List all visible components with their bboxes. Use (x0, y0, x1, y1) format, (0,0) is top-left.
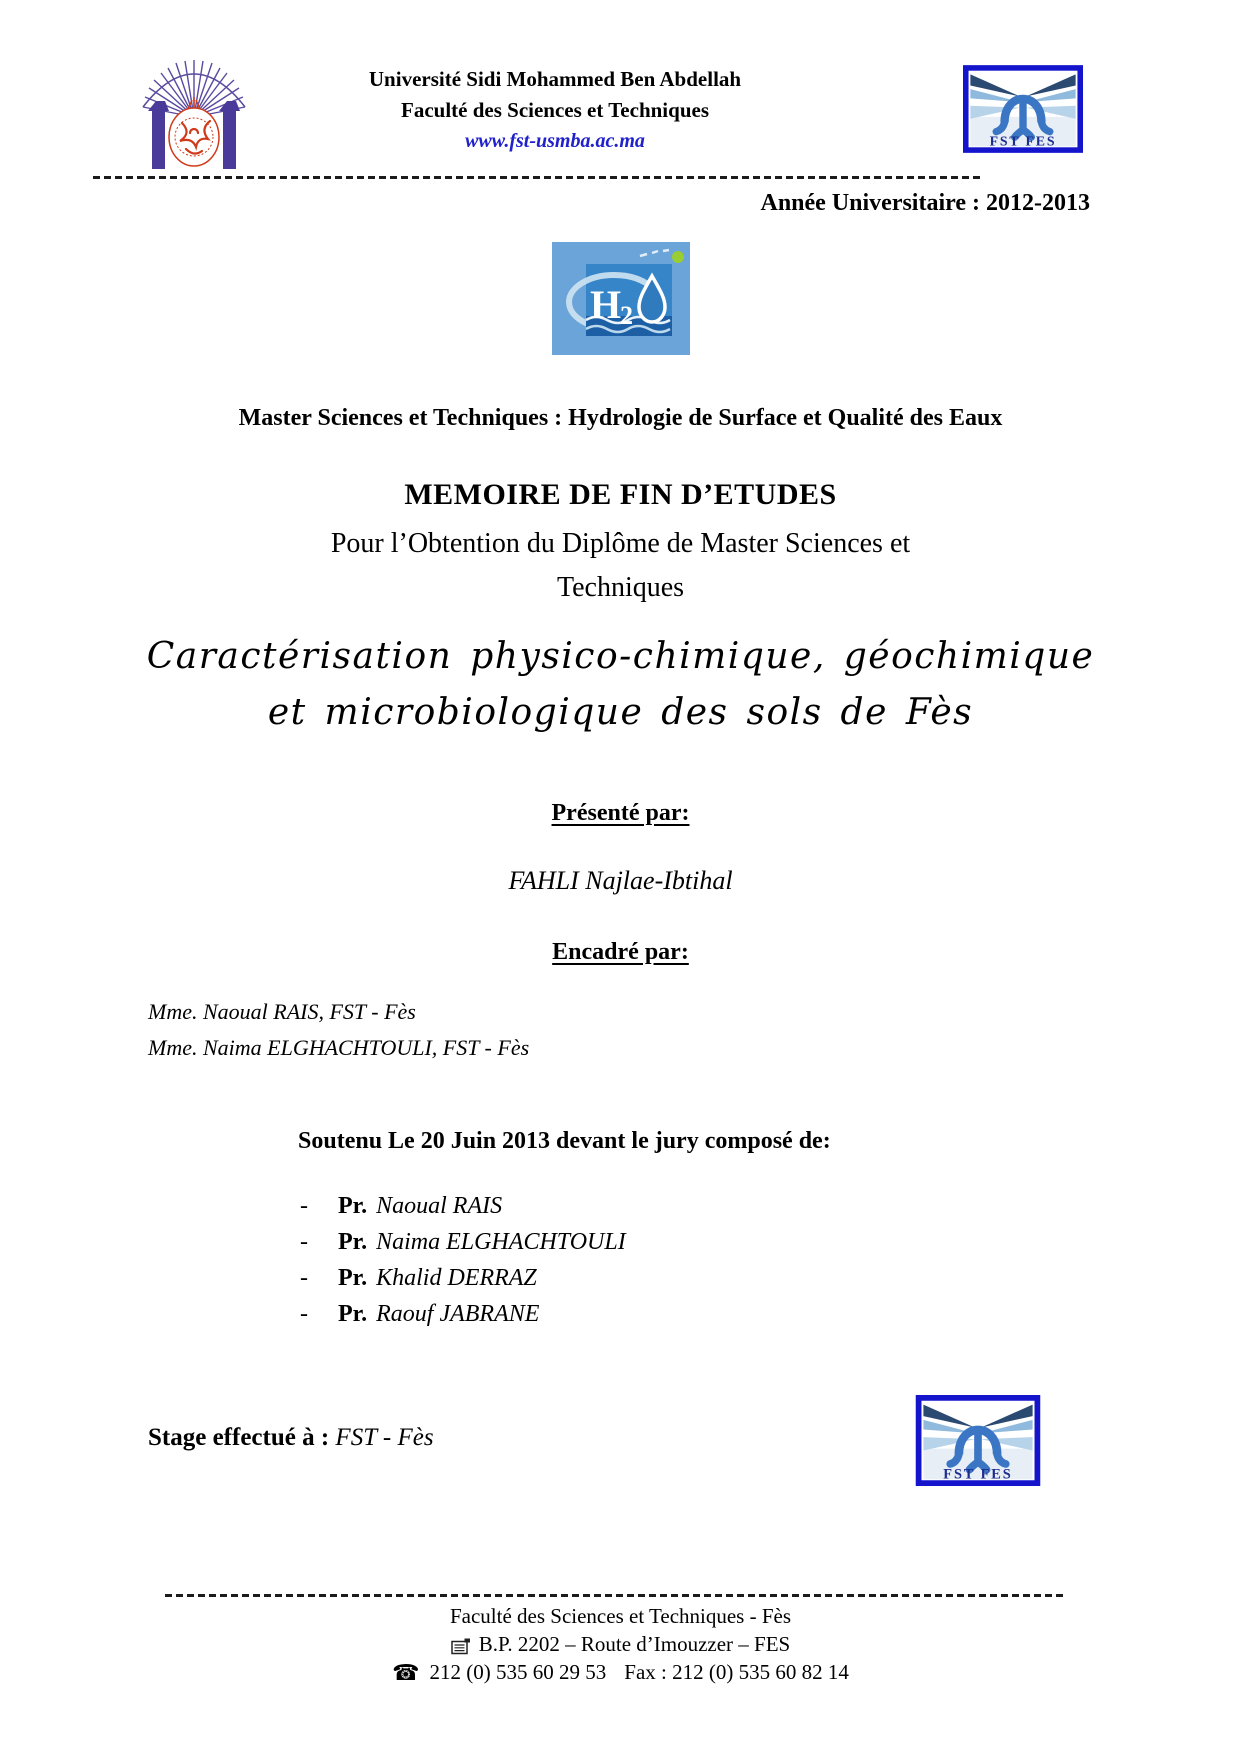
internship-line (148, 1424, 434, 1452)
presented-by-section (0, 800, 1241, 827)
footer-phone: 212 (0) 535 60 29 53 (429, 1660, 607, 1684)
jury-bullet: - (300, 1265, 308, 1291)
emblem-calligraphy-ring (169, 108, 219, 166)
jury-member (300, 1224, 626, 1260)
internship-label: Stage effectué à : (148, 1424, 330, 1451)
thesis-title-line1: Caractérisation physico-chimique, géochimique (146, 636, 1095, 677)
supervised-by-label: Encadré par: (552, 939, 689, 965)
top-dashed-divider (93, 176, 982, 179)
h2o-text-h: H (590, 282, 622, 327)
thesis-title-line2: et microbiologique des sols de Fès (267, 692, 974, 733)
fst-fes-logo-top (963, 60, 1083, 158)
jury-bullet: - (300, 1229, 308, 1255)
footer (0, 1602, 1241, 1686)
jury-member-title: Pr. (338, 1265, 368, 1291)
jury-list (300, 1188, 626, 1332)
jury-member-name: Raouf JABRANE (376, 1301, 540, 1327)
jury-member-title: Pr. (338, 1193, 368, 1219)
h2o-logo (552, 242, 690, 355)
h2o-text-sub2: 2 (620, 301, 633, 330)
jury-member (300, 1188, 626, 1224)
fst-logo-text: FST FES (989, 133, 1057, 149)
academic-year: Année Universitaire : 2012-2013 (760, 190, 1090, 216)
mail-icon (451, 1638, 471, 1655)
author-name: FAHLI Najlae-Ibtihal (508, 866, 733, 895)
supervisor-line: Mme. Naima ELGHACHTOULI, FST - Fès (148, 1035, 530, 1060)
header-text-block (235, 64, 875, 156)
presented-by-label: Présenté par: (551, 800, 690, 826)
jury-member-title: Pr. (338, 1229, 368, 1255)
footer-address: B.P. 2202 – Route d’Imouzzer – FES (478, 1632, 791, 1656)
jury-member (300, 1296, 626, 1332)
fst-logo-text: FST FES (943, 1466, 1013, 1483)
jury-bullet: - (300, 1193, 308, 1219)
faculty-name: Faculté des Sciences et Techniques (401, 98, 709, 122)
memoire-title: MEMOIRE DE FIN D’ETUDES (404, 478, 837, 511)
footer-fax: Fax : 212 (0) 535 60 82 14 (624, 1660, 849, 1684)
phone-icon: ☎ (392, 1661, 420, 1686)
supervisor-line: Mme. Naoual RAIS, FST - Fès (148, 999, 416, 1024)
supervised-by-section (0, 938, 1241, 966)
jury-member-name: Khalid DERRAZ (376, 1265, 537, 1291)
jury-bullet: - (300, 1301, 308, 1327)
internship-location: FST - Fès (335, 1424, 434, 1451)
footer-address-line (0, 1630, 1241, 1658)
memoire-subtitle-line1: Pour l’Obtention du Diplôme de Master Sciences et (330, 528, 911, 559)
jury-member-title: Pr. (338, 1301, 368, 1327)
jury-member (300, 1260, 626, 1296)
footer-faculty-line: Faculté des Sciences et Techniques - Fès (449, 1604, 792, 1628)
university-name: Université Sidi Mohammed Ben Abdellah (368, 67, 742, 91)
jury-member-name: Naima ELGHACHTOULI (376, 1229, 626, 1255)
fst-fes-logo-bottom (913, 1395, 1043, 1486)
footer-phone-line (0, 1658, 1241, 1686)
h2o-green-dot (672, 251, 684, 263)
jury-member-name: Naoual RAIS (376, 1193, 503, 1219)
supervisors-list (148, 994, 529, 1066)
memoire-subtitle-line2: Techniques (556, 572, 685, 603)
defense-statement: Soutenu Le 20 Juin 2013 devant le jury composé de: (298, 1128, 831, 1154)
website-link[interactable]: www.fst-usmba.ac.ma (465, 130, 645, 152)
university-emblem-logo (138, 56, 250, 176)
program-line: Master Sciences et Techniques : Hydrologie de Surface et Qualité des Eaux (238, 405, 1003, 431)
bottom-dashed-divider (165, 1594, 1065, 1597)
